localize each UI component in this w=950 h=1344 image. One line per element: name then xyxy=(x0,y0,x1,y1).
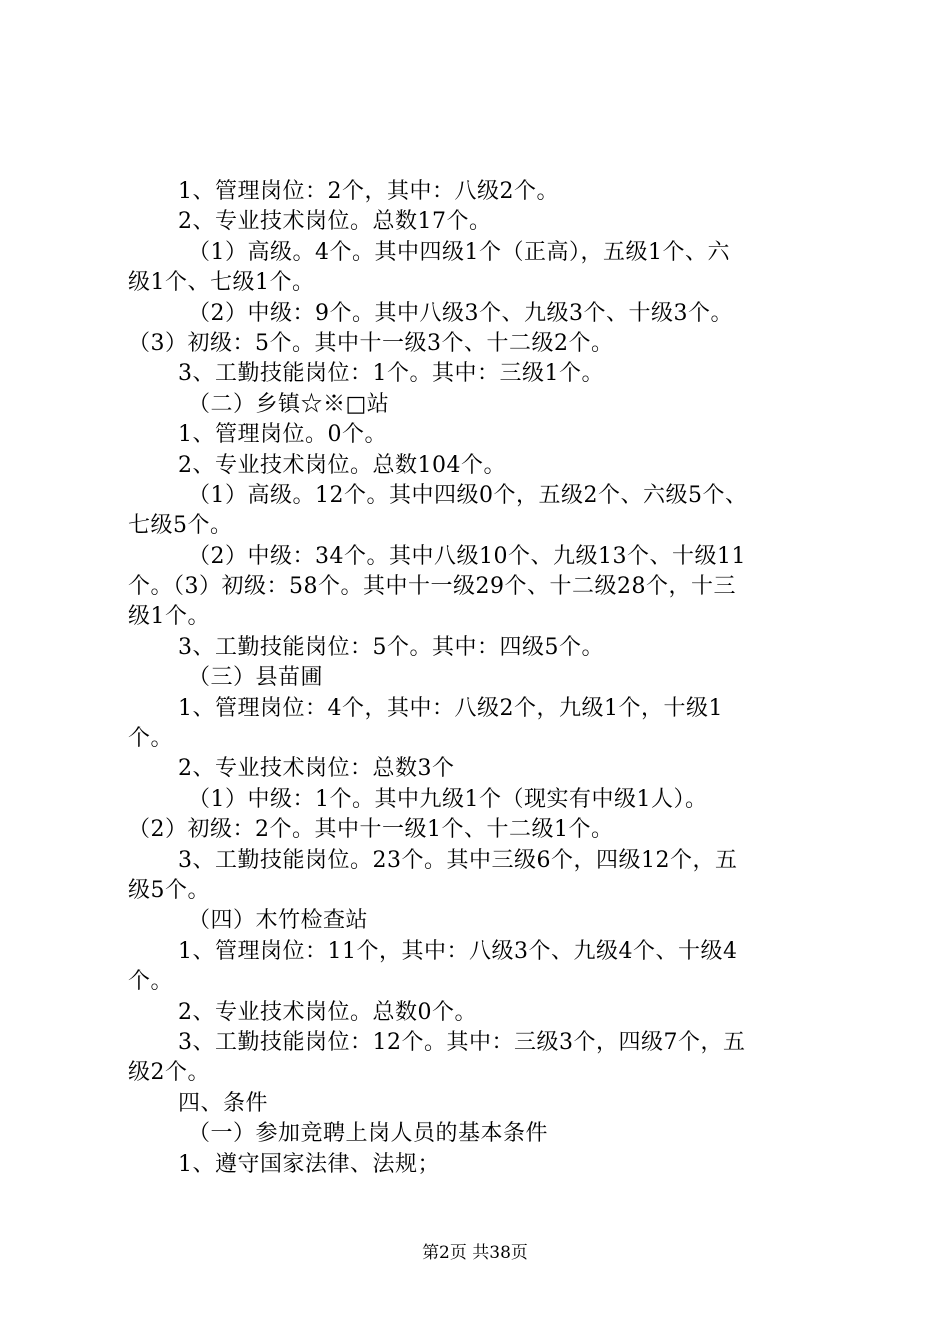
text-line: （2）初级：2个。其中十一级1个、十二级1个。 xyxy=(128,817,614,843)
text-line: （2）中级：9个。其中八级3个、九级3个、十级3个。 xyxy=(188,300,733,326)
text-line: 3、工勤技能岗位。23个。其中三级6个，四级12个，五 xyxy=(178,847,738,873)
text-line: 七级5个。 xyxy=(128,513,233,539)
text-line: 级1个。 xyxy=(128,604,210,630)
page-number-label: 第2页 共38页 xyxy=(422,1243,528,1263)
text-line: 3、工勤技能岗位：12个。其中：三级3个，四级7个，五 xyxy=(178,1029,746,1055)
text-line: （1）中级：1个。其中九级1个（现实有中级1人）。 xyxy=(188,786,708,812)
page-footer xyxy=(0,1243,950,1263)
text-line: 个。 xyxy=(128,969,174,995)
text-line: 2、专业技术岗位。总数0个。 xyxy=(178,999,477,1025)
text-line: （3）初级：5个。其中十一级3个、十二级2个。 xyxy=(128,330,614,356)
text-line: 2、专业技术岗位：总数3个 xyxy=(178,756,455,782)
text-line: 级5个。 xyxy=(128,877,210,903)
text-line: 级2个。 xyxy=(128,1060,210,1086)
text-line: 四、条件 xyxy=(178,1090,269,1116)
text-line: 1、管理岗位：4个，其中：八级2个，九级1个，十级1 xyxy=(178,695,723,721)
document-body xyxy=(128,177,834,1180)
text-line: （一）参加竞聘上岗人员的基本条件 xyxy=(188,1121,549,1147)
text-line: （三）县苗圃 xyxy=(188,665,324,691)
text-line: 1、遵守国家法律、法规； xyxy=(178,1151,440,1177)
text-line: 2、专业技术岗位。总数104个。 xyxy=(178,452,506,478)
text-line: 3、工勤技能岗位：5个。其中：四级5个。 xyxy=(178,634,604,660)
text-line: 1、管理岗位：11个，其中：八级3个、九级4个、十级4 xyxy=(178,938,738,964)
text-line: （二）乡镇☆※□站 xyxy=(188,391,390,417)
text-line: （2）中级：34个。其中八级10个、九级13个、十级11 xyxy=(188,543,746,569)
text-line: 个。 xyxy=(128,726,174,752)
text-line: 2、专业技术岗位。总数17个。 xyxy=(178,209,492,235)
text-line: 1、管理岗位：2个，其中：八级2个。 xyxy=(178,179,559,204)
text-line: 个。（3）初级：58个。其中十一级29个、十二级28个，十三 xyxy=(128,574,736,600)
text-line: （1）高级。4个。其中四级1个（正高），五级1个、六 xyxy=(188,239,730,265)
text-line: （四）木竹检查站 xyxy=(188,908,369,934)
text-line: （1）高级。12个。其中四级0个，五级2个、六级5个、 xyxy=(188,482,748,508)
text-line: 级1个、七级1个。 xyxy=(128,270,315,296)
text-line: 1、管理岗位。0个。 xyxy=(178,422,387,448)
text-line: 3、工勤技能岗位：1个。其中：三级1个。 xyxy=(178,361,604,387)
